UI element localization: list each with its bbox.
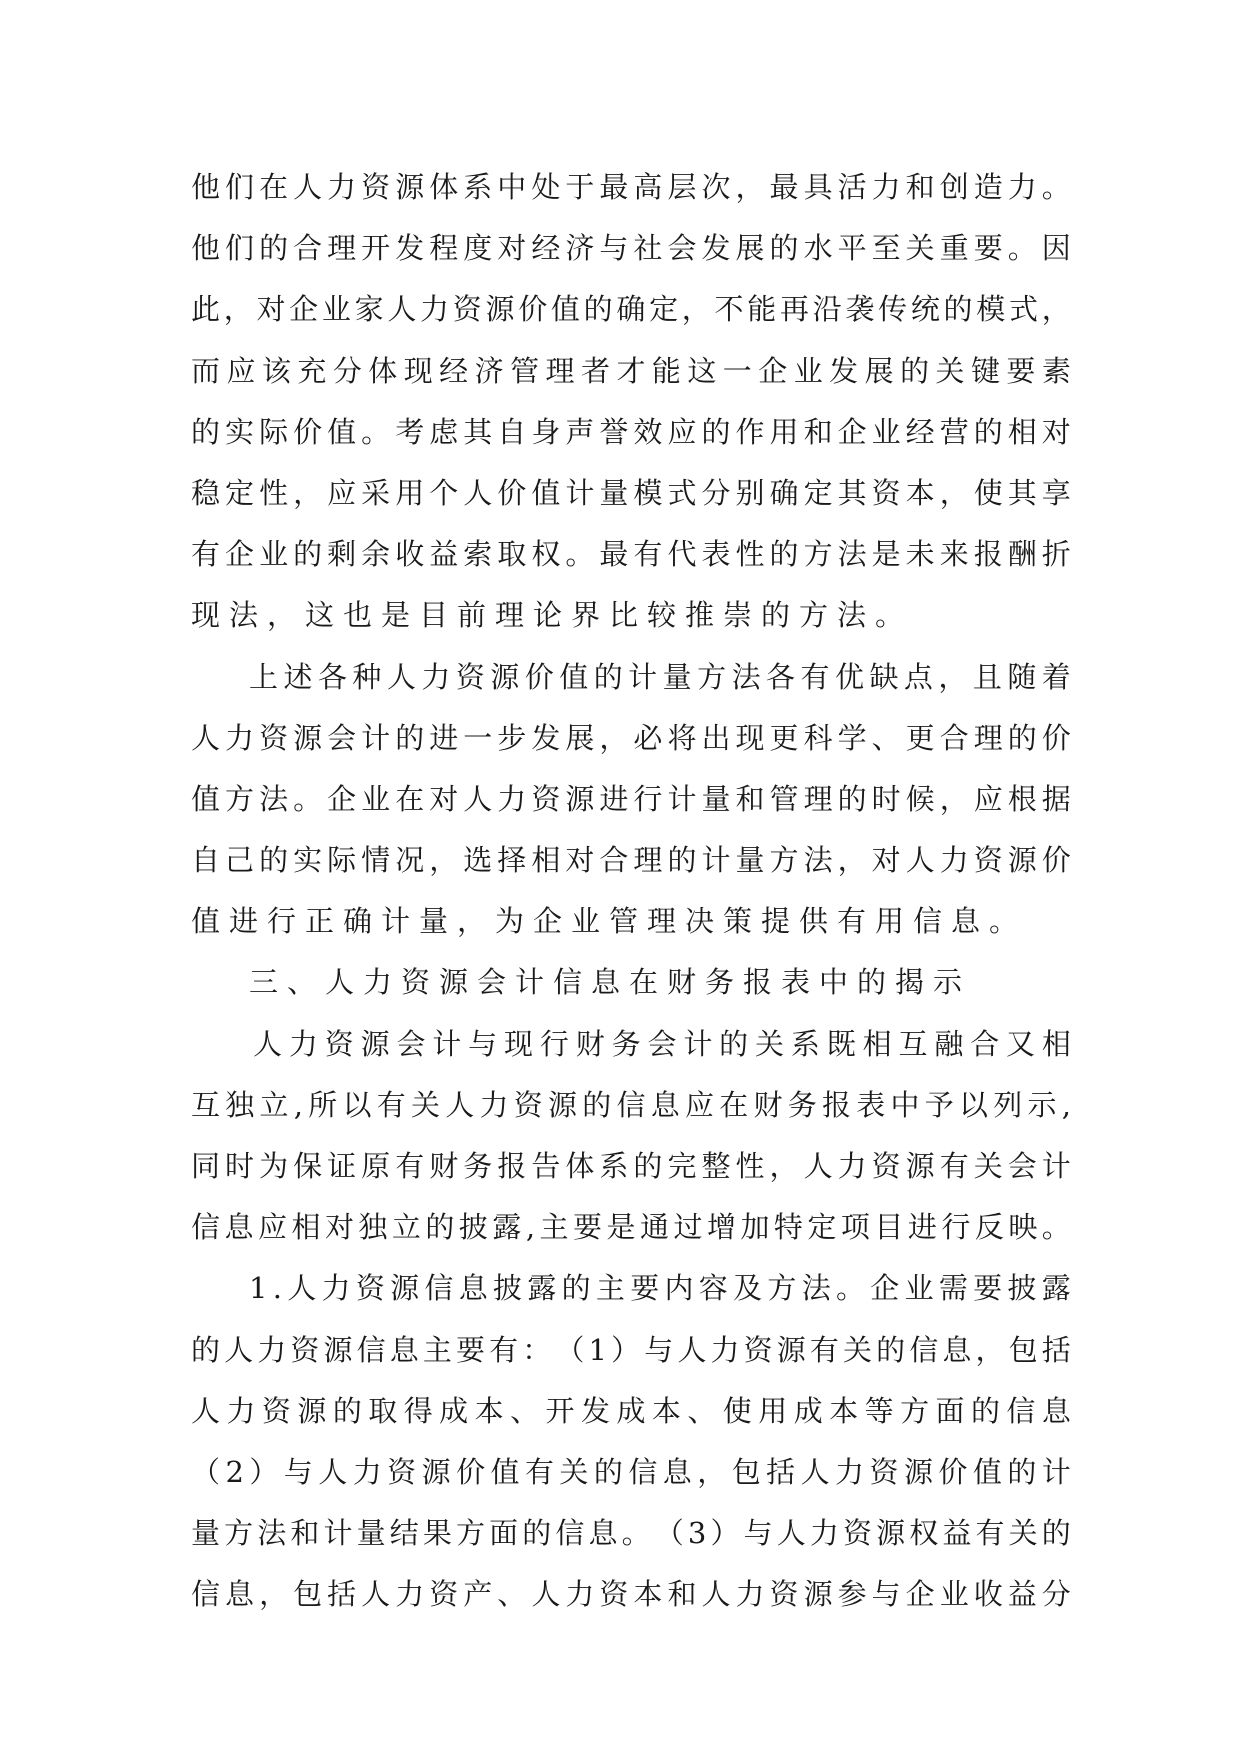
text-line: 的 实 际 价 值 。 考 虑 其 自 身 声 誉 效 应 的 作 用 和 企 业 经 营 的 相 对 [191,414,1071,449]
text-line: 互 独 立 , 所 以 有 关 人 力 资 源 的 信 息 应 在 财 务 报 表 中 予 以 列 示 , [191,1087,1071,1122]
text-line: 人 力 资 源 会 计 的 进 一 步 发 展 ， 必 将 出 现 更 科 学 、 更 合 理 的 价 [191,720,1071,755]
text-line: 的 人 力 资 源 信 息 主 要 有 ： （ 1 ） 与 人 力 资 源 有 关 的 信 息 ， 包 括 [191,1332,1071,1367]
text-line: 他 们 的 合 理 开 发 程 度 对 经 济 与 社 会 发 展 的 水 平 至 关 重 要 。 因 [191,231,1071,266]
text-line: 自 己 的 实 际 情 况 ， 选 择 相 对 合 理 的 计 量 方 法 ， 对 人 力 资 源 价 [191,843,1071,878]
text-line: 此 ， 对 企 业 家 人 力 资 源 价 值 的 确 定 ， 不 能 再 沿 袭 传 统 的 模 式 ， [191,292,1071,327]
text-line: 1 . 人 力 资 源 信 息 披 露 的 主 要 内 容 及 方 法 。 企 业 需 要 披 露 [249,1271,1071,1306]
text-line: 值 方 法 。 企 业 在 对 人 力 资 源 进 行 计 量 和 管 理 的 时 候 ， 应 根 据 [191,781,1071,816]
text-line: 人 力 资 源 会 计 与 现 行 财 务 会 计 的 关 系 既 相 互 融 合 又 相 [253,1026,1071,1061]
text-line: 稳 定 性 ， 应 采 用 个 人 价 值 计 量 模 式 分 别 确 定 其 资 本 ， 使 其 享 [191,475,1071,510]
text-line: 他 们 在 人 力 资 源 体 系 中 处 于 最 高 层 次 ， 最 具 活 力 和 创 造 力 。 [191,170,1071,204]
text-line: 而 应 该 充 分 体 现 经 济 管 理 者 才 能 这 一 企 业 发 展 的 关 键 要 素 [191,353,1071,388]
text-line: 同 时 为 保 证 原 有 财 务 报 告 体 系 的 完 整 性 ， 人 力 资 源 有 关 会 计 [191,1149,1071,1183]
text-line: 上 述 各 种 人 力 资 源 价 值 的 计 量 方 法 各 有 优 缺 点 ， 且 随 着 [249,659,1071,694]
text-line: （ 2 ） 与 人 力 资 源 价 值 有 关 的 信 息 ， 包 括 人 力 资 源 价 值 的 计 [191,1454,1071,1489]
text-line: 值进行正确计量，为企业管理决策提供有用信息。 [191,904,1028,939]
body-text [191,157,1071,1626]
text-line: 信 息 ， 包 括 人 力 资 产 、 人 力 资 本 和 人 力 资 源 参 与 企 业 收 益 分 [191,1577,1071,1612]
text-line: 量 方 法 和 计 量 结 果 方 面 的 信 息 。 （ 3 ） 与 人 力 资 源 权 益 有 关 的 [191,1516,1071,1551]
text-line: 现法，这也是目前理论界比较推崇的方法。 [191,598,914,633]
text-line: 人 力 资 源 的 取 得 成 本 、 开 发 成 本 、 使 用 成 本 等 方 面 的 信 息 [191,1393,1071,1428]
text-line: 三、人力资源会计信息在财务报表中的揭示 [249,965,972,1000]
text-line: 有 企 业 的 剩 余 收 益 索 取 权 。 最 有 代 表 性 的 方 法 是 未 来 报 酬 折 [191,537,1071,572]
text-line: 信 息 应 相 对 独 立 的 披 露 , 主 要 是 通 过 增 加 特 定 项 目 进 行 反 映 。 [191,1210,1071,1245]
